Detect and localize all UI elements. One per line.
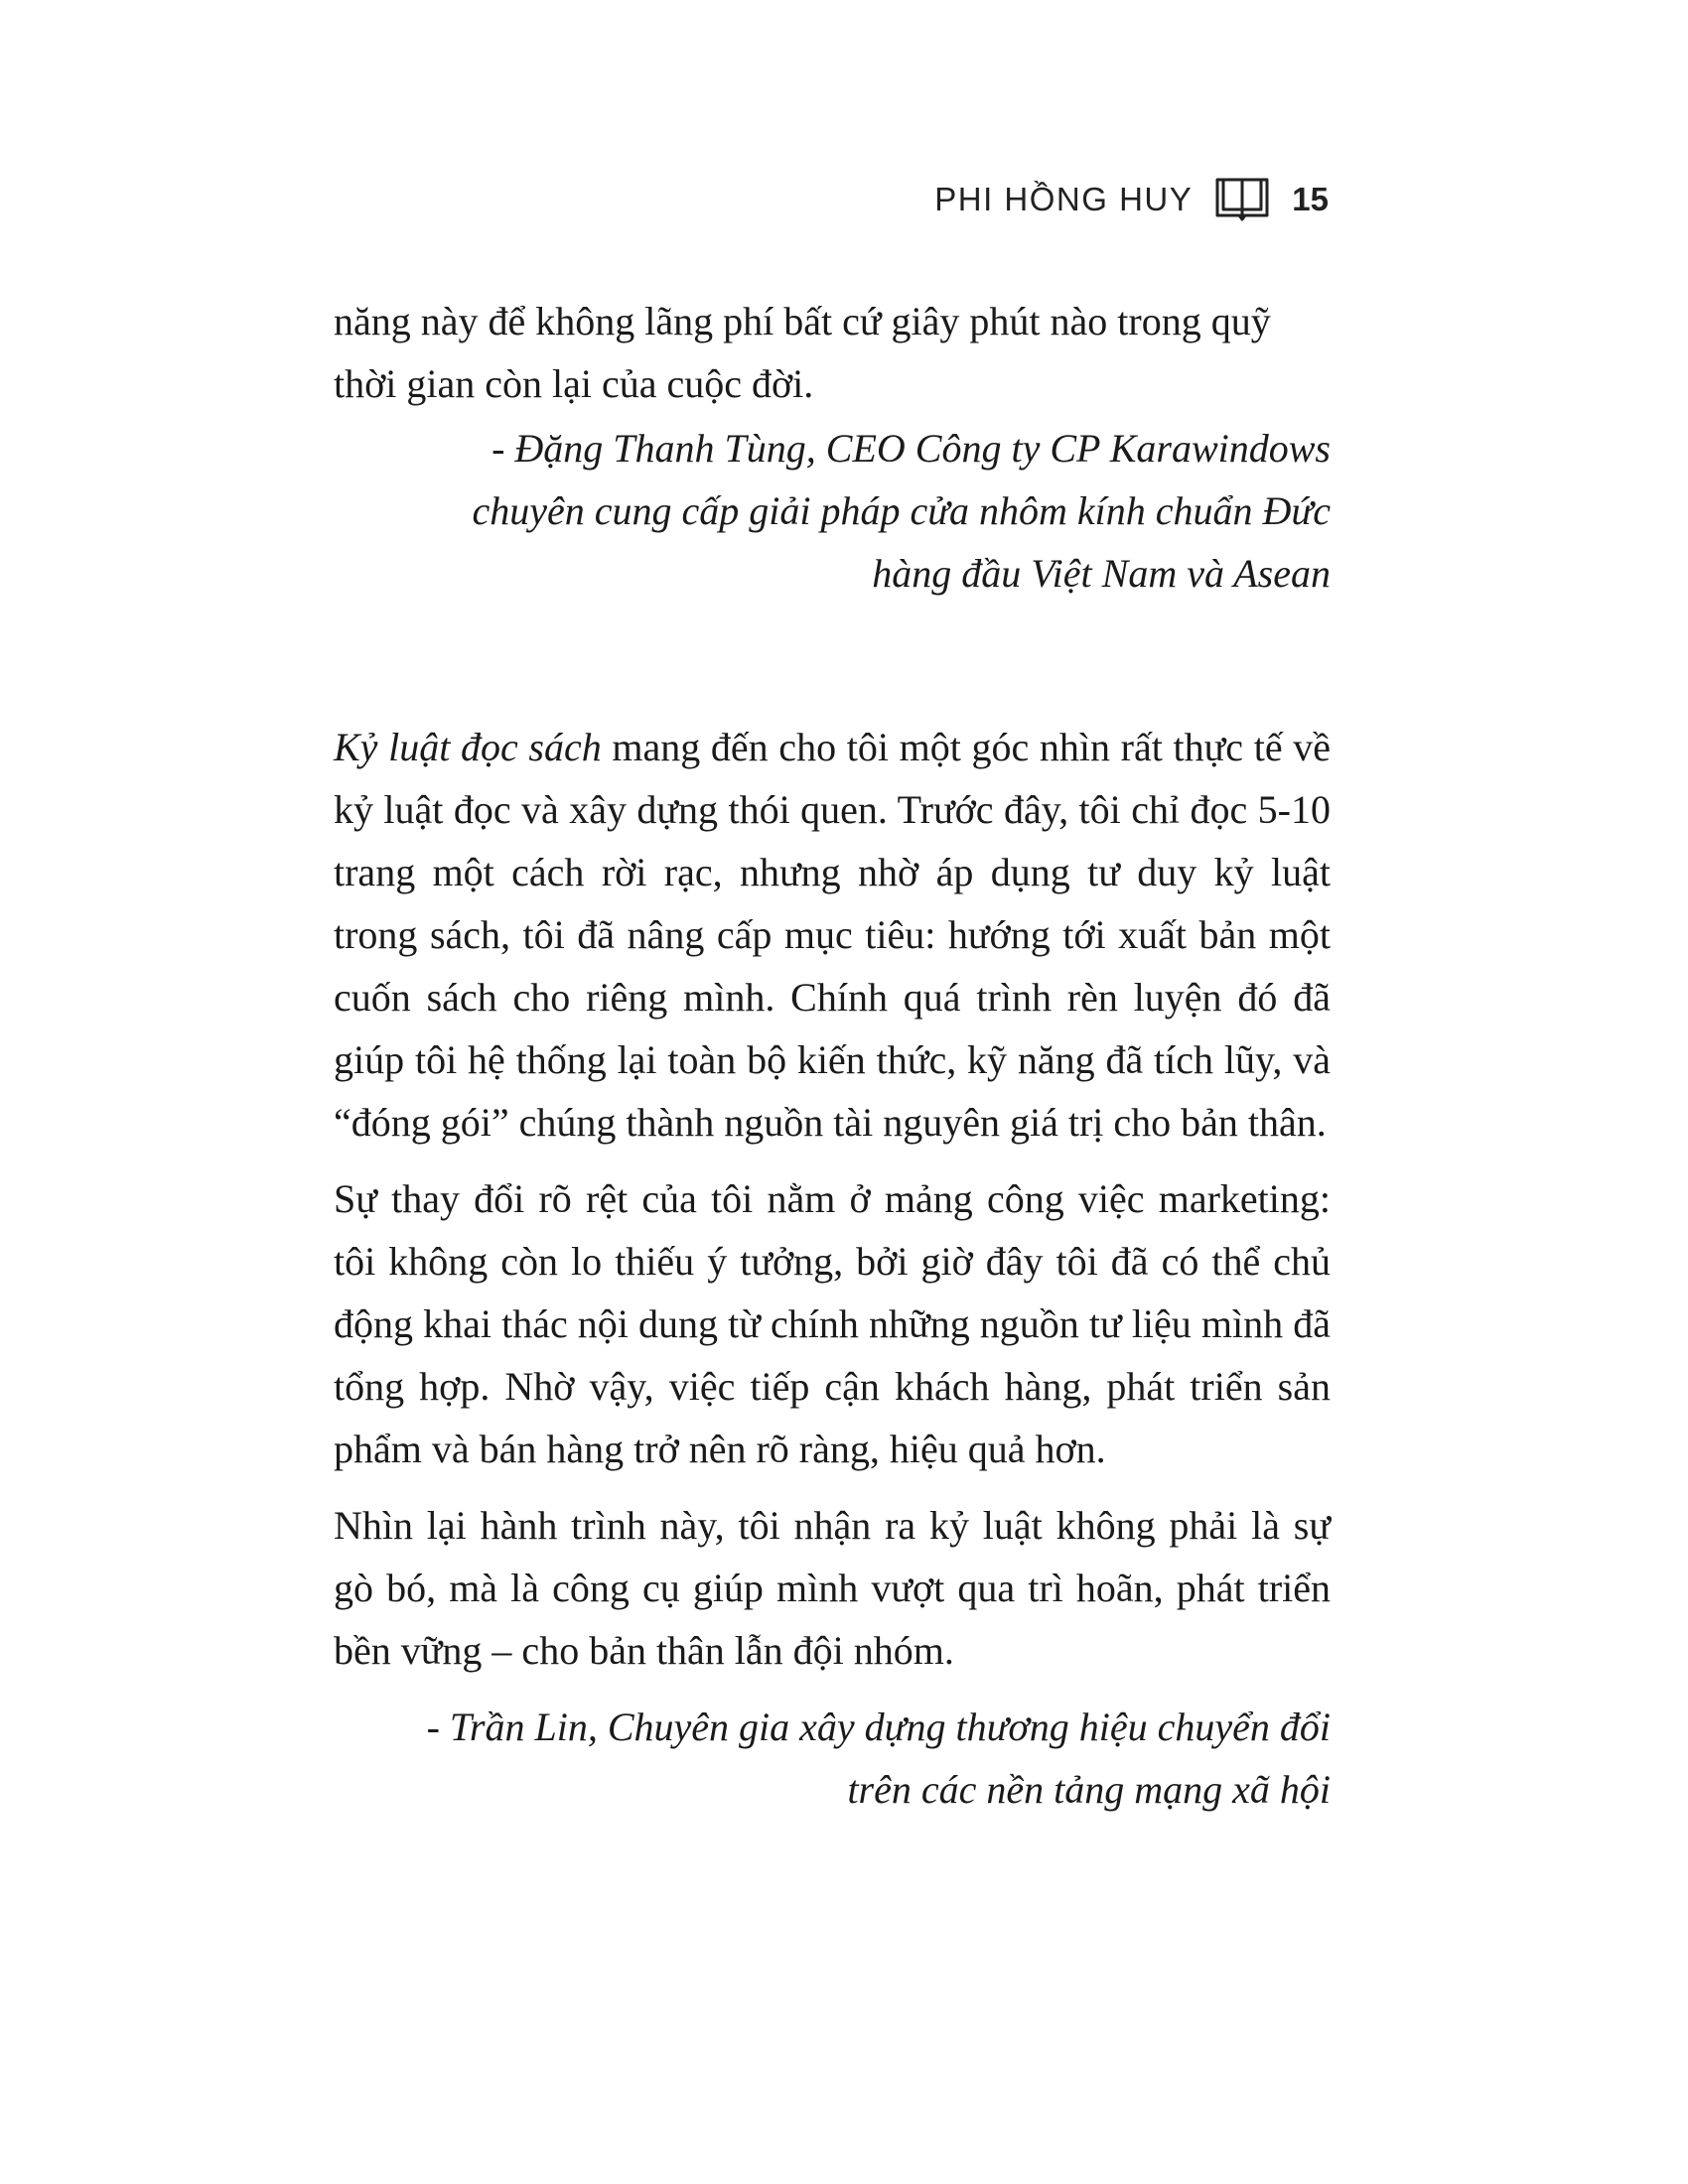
attribution-2-line-2: trên các nền tảng mạng xã hội — [847, 1767, 1331, 1812]
paragraph-1: năng này để không lãng phí bất cứ giây phút nào trong quỹ thời gian còn lại của cuộc đời. — [334, 299, 1271, 406]
attribution-block-2 — [334, 1696, 1331, 1821]
attribution-1-line-2: chuyên cung cấp giải pháp cửa nhôm kính chuẩn Đức — [472, 488, 1331, 533]
attribution-1-line-1: - Đặng Thanh Tùng, CEO Công ty CP Karawindows — [492, 426, 1331, 471]
attribution-block-1 — [334, 417, 1331, 605]
author-name: PHI HỒNG HUY — [934, 181, 1194, 217]
page-number: 15 — [1292, 181, 1329, 217]
attribution-1-line-3: hàng đầu Việt Nam và Asean — [872, 551, 1331, 596]
running-header — [934, 177, 1329, 222]
paragraph-4: Nhìn lại hành trình này, tôi nhận ra kỷ luật không phải là sự gò bó, mà là công cụ giúp mình vượt qua trì hoãn, phát triển bền vững – cho bản thân lẫn đội nhóm. — [334, 1503, 1331, 1673]
paragraph-3: Sự thay đổi rõ rệt của tôi nằm ở mảng công việc marketing: tôi không còn lo thiếu ý tưởng, bởi giờ đây tôi đã có thể chủ động khai thác nội dung từ chính những nguồn tư liệu mình đã tổng hợp. Nhờ vậy, việc tiếp cận khách hàng, phát triển sản phẩm và bán hàng trở nên rõ ràng, hiệu quả hơn. — [334, 1176, 1331, 1471]
attribution-2-line-1: - Trần Lin, Chuyên gia xây dựng thương hiệu chuyển đổi — [426, 1705, 1331, 1749]
page-body — [334, 290, 1331, 1821]
book-title: Kỷ luật đọc sách — [334, 725, 602, 769]
open-book-icon — [1214, 177, 1270, 222]
paragraph-2 — [334, 716, 1331, 1154]
paragraph-2-text: mang đến cho tôi một góc nhìn rất thực tế về kỷ luật đọc và xây dựng thói quen. Trước đây, tôi chỉ đọc 5-10 trang một cách rời rạc, nhưng nhờ áp dụng tư duy kỷ luật trong sách, tôi đã nâng cấp mục tiêu: hướng tới xuất bản một cuốn sách cho riêng mình. Chính quá trình rèn luyện đó đã giúp tôi hệ thống lại toàn bộ kiến thức, kỹ năng đã tích lũy, và “đóng gói” chúng thành nguồn tài nguyên giá trị cho bản thân. — [334, 725, 1332, 1145]
